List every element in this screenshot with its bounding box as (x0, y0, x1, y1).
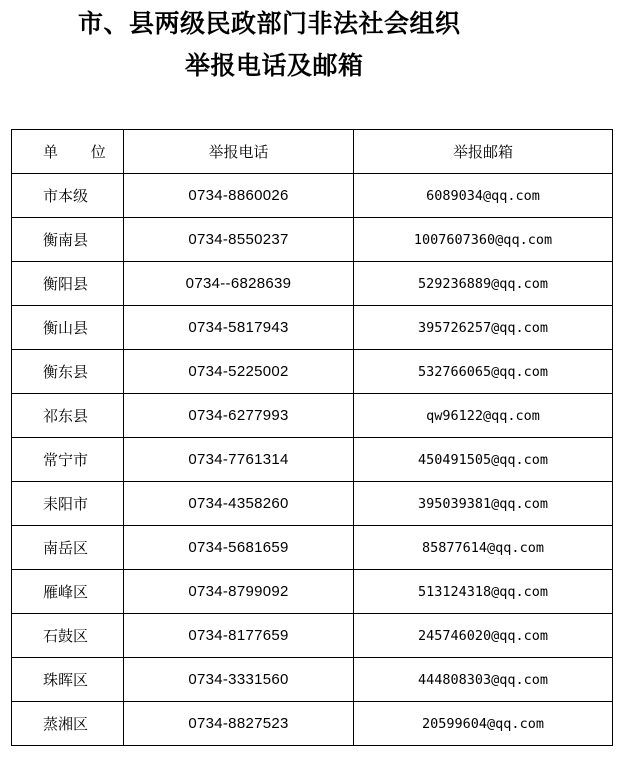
unit-cell: 耒阳市 (12, 482, 124, 526)
phone-cell: 0734-5225002 (124, 350, 354, 394)
unit-cell: 衡山县 (12, 306, 124, 350)
unit-cell: 雁峰区 (12, 570, 124, 614)
phone-cell: 0734-8550237 (124, 218, 354, 262)
email-cell: qw96122@qq.com (354, 394, 613, 438)
phone-cell: 0734-3331560 (124, 658, 354, 702)
table-row (12, 614, 613, 658)
table-row (12, 262, 613, 306)
email-cell: 444808303@qq.com (354, 658, 613, 702)
phone-cell: 0734-6277993 (124, 394, 354, 438)
document-title-line-2: 举报电话及邮箱 (185, 51, 364, 80)
email-cell: 395039381@qq.com (354, 482, 613, 526)
unit-cell: 衡南县 (12, 218, 124, 262)
email-cell: 395726257@qq.com (354, 306, 613, 350)
header-unit: 单 位 (12, 130, 124, 174)
unit-cell: 常宁市 (12, 438, 124, 482)
email-cell: 1007607360@qq.com (354, 218, 613, 262)
table-row (12, 394, 613, 438)
table-row (12, 438, 613, 482)
table-row (12, 570, 613, 614)
table-row (12, 702, 613, 746)
table-row (12, 658, 613, 702)
email-cell: 529236889@qq.com (354, 262, 613, 306)
table-row (12, 526, 613, 570)
email-cell: 6089034@qq.com (354, 174, 613, 218)
unit-cell: 珠晖区 (12, 658, 124, 702)
phone-cell: 0734-5681659 (124, 526, 354, 570)
email-cell: 85877614@qq.com (354, 526, 613, 570)
phone-cell: 0734-8177659 (124, 614, 354, 658)
document-title-line-1: 市、县两级民政部门非法社会组织 (78, 9, 461, 38)
unit-cell: 衡东县 (12, 350, 124, 394)
unit-cell: 南岳区 (12, 526, 124, 570)
email-cell: 245746020@qq.com (354, 614, 613, 658)
table-row (12, 350, 613, 394)
table-row (12, 218, 613, 262)
phone-cell: 0734-5817943 (124, 306, 354, 350)
table-body (12, 130, 613, 746)
phone-cell: 0734-4358260 (124, 482, 354, 526)
phone-cell: 0734-8860026 (124, 174, 354, 218)
unit-cell: 蒸湘区 (12, 702, 124, 746)
phone-cell: 0734-8799092 (124, 570, 354, 614)
report-contacts-table (11, 129, 613, 746)
phone-cell: 0734--6828639 (124, 262, 354, 306)
unit-cell: 衡阳县 (12, 262, 124, 306)
email-cell: 20599604@qq.com (354, 702, 613, 746)
unit-cell: 市本级 (12, 174, 124, 218)
header-email: 举报邮箱 (354, 130, 613, 174)
table-row (12, 306, 613, 350)
email-cell: 513124318@qq.com (354, 570, 613, 614)
header-phone: 举报电话 (124, 130, 354, 174)
phone-cell: 0734-7761314 (124, 438, 354, 482)
email-cell: 450491505@qq.com (354, 438, 613, 482)
unit-cell: 石鼓区 (12, 614, 124, 658)
unit-cell: 祁东县 (12, 394, 124, 438)
table-row (12, 482, 613, 526)
table-row (12, 174, 613, 218)
phone-cell: 0734-8827523 (124, 702, 354, 746)
email-cell: 532766065@qq.com (354, 350, 613, 394)
table-header-row (12, 130, 613, 174)
